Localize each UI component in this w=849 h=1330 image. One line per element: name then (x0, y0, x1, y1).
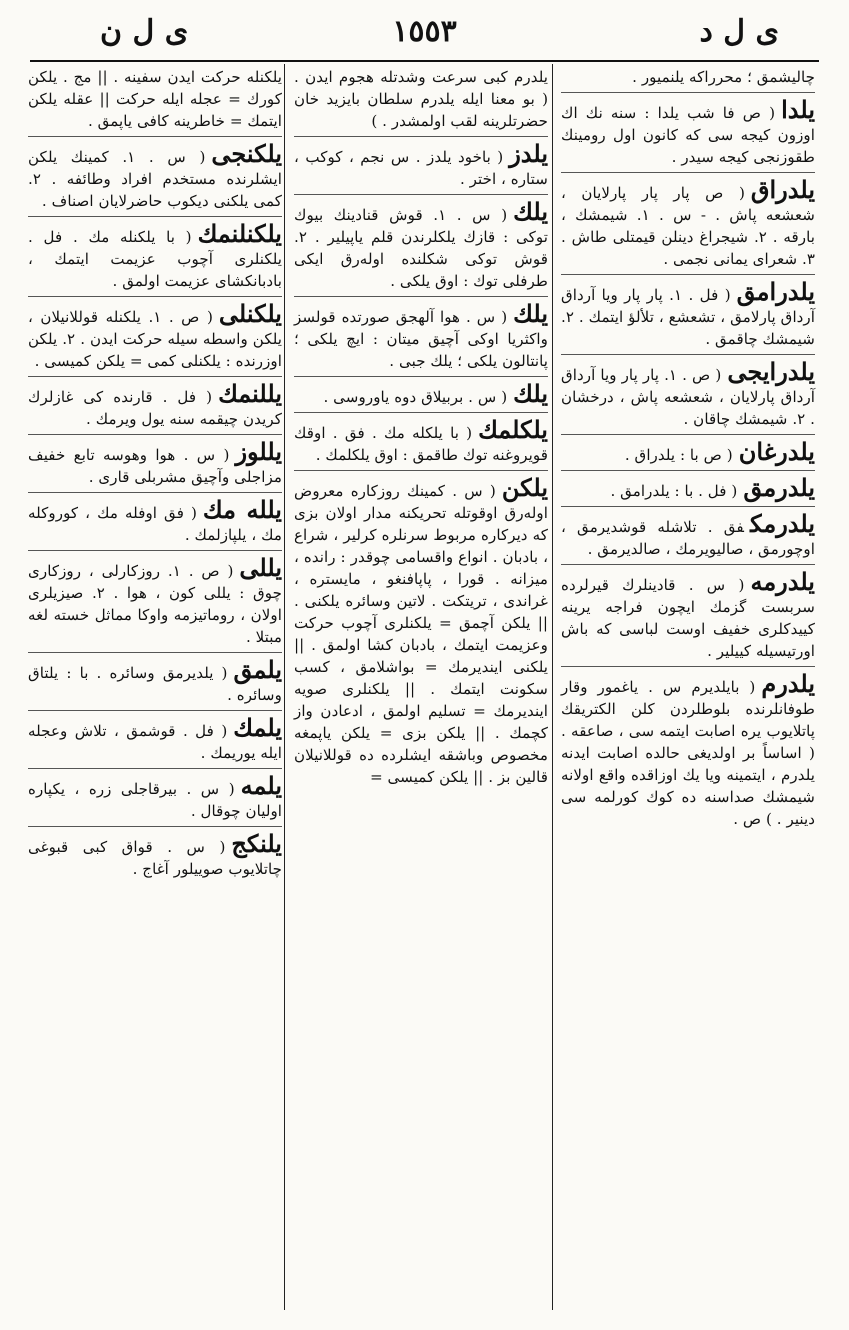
entry-definition: ( فق اوفله مك ، كوروكله مك ، یلپازلمك . (28, 504, 282, 544)
page-number: ١٥٥٣ (392, 14, 457, 49)
dictionary-entry (294, 66, 548, 137)
entry-headword: یلدز (509, 139, 548, 168)
dictionary-entry (561, 567, 815, 667)
entry-headword: یلدا (781, 95, 815, 124)
dictionary-entry (561, 66, 815, 93)
entry-definition: ( فل . ١. پار پار ویا آرداق آرداق پارلامق ، تشعشع ، تلألؤ ایتمك . ٢. شیمشك چاقمق . (561, 286, 815, 348)
column-middle (290, 66, 552, 1310)
entry-definition: ( فل . قوشمق ، تلاش وعجله ایله یوریمك . (28, 722, 282, 762)
column-divider (552, 64, 553, 1310)
dictionary-entry (28, 553, 282, 653)
entry-definition: ( فل . با : یلدرامق . (610, 482, 738, 500)
entry-headword: یلدرایجی (727, 357, 815, 386)
entry-headword: یلدرمق (743, 473, 815, 502)
entry-headword: یللنمك (218, 379, 282, 408)
entry-headword: یلمه (240, 771, 282, 800)
entry-headword: یلدرامق (736, 277, 816, 306)
entry-definition: ( س . بربیلاق دوه یاوروسی . (323, 388, 508, 406)
entry-definition: ( یلدیرمق وسائره . با : یلتاق وسائره . (28, 664, 282, 704)
dictionary-entry (28, 219, 282, 297)
dictionary-entry (28, 655, 282, 711)
dictionary-entry (561, 437, 815, 471)
entry-definition: یلدرم كبی سرعت وشدتله هجوم ایدن . ( بو معنا ایله یلدرم سلطان بایزید خان حضرتلرینه لقب اولمشدر . ) (294, 68, 548, 130)
entry-definition: ( باخود یلدز . س نجم ، كوكب ، ستاره ، اختر . (294, 148, 548, 188)
entry-definition: ( ص با : یلدراق . (624, 446, 733, 464)
entry-headword: یللوز (235, 437, 282, 466)
dictionary-entry (561, 669, 815, 834)
dictionary-entry (28, 66, 282, 137)
dictionary-entry (561, 473, 815, 507)
entry-headword: یلدرغان (738, 437, 815, 466)
entry-headword: یلدرم (761, 669, 815, 698)
dictionary-entry (561, 357, 815, 435)
header-letters-left: ی ل ن (100, 14, 189, 49)
entry-definition: ( س . بیرقاجلی زره ، یكپاره اولیان چوقال . (28, 780, 282, 820)
dictionary-entry (561, 95, 815, 173)
dictionary-entry (28, 771, 282, 827)
entry-definition: ( س . هوا وهوسه تابع خفیف مزاجلی وآچیق مشربلی قاری . (28, 446, 282, 486)
entry-definition: ( بایلدیرم س . یاغمور وقار طوفانلرنده بلوطلردن كلن الكتریقك پاتلایوب یره اصابت ایتمه سی ، صاعقه . ( اساساً بر اولدیغی حالده اصابت ایدنه یلدرم ، ایتمینه ویا یك اوزاقده واقع اولانه شیمشك صداسنه ده كوك كورلمه سی دینیر . ) ص . (561, 678, 815, 828)
entry-definition: ( س . ١. كمینك یلكن ایشلرنده مستخدم افراد وطائفه . ٢. كمی یلكنی دیكوب حاضرلایان اصناف . (28, 148, 282, 210)
header-rule (30, 60, 819, 62)
dictionary-entry (561, 277, 816, 355)
entry-definition: ( س . كمینك روزكاره معروض اولەرق اوقوتله تحریكنه مدار اولان بزی كه دیركاره مربوط سرنلره كرلیر ، شراع ، بادبان . انواع واقسامی چوقدر : رانده ، میزانه . قورا ، پاپافنغو ، مایستره ، غراندی ، تریتكت . لاتین وسائره یلكنی . || یلكن آچمق = یلكنلری آچوب حركت وعزیمت ایتمك ، بادبان كشا اولمق . || یلكنی ایندیرمك = بواشلامق ، كسب سكونت ایتمك . || یلكنلری صویه ایندیرمك = تسلیم اولمق ، ادعادن واز كچمك . || یلكن بزی = یلكن یاپمغه مخصوص وباشقه ایشلرده ده قوللانیلان قالین بز . || یلكن كمیسی = (294, 482, 548, 786)
entry-definition: ( با یلكنله مك . فل . یلكنلری آچوب عزیمت ایتمك ، بادبانكشای عزیمت اولمق . (28, 228, 282, 290)
entry-headword: یلدرمك (750, 509, 815, 538)
entry-headword: یلمق (233, 655, 282, 684)
entry-definition: یلكنله حركت ایدن سفینه . || مج . یلكن كورك = عجله ایله حركت || عقله یلكن ایتمك = خاطرینه كافی یاپمق . (28, 68, 282, 130)
entry-definition: ( س . قواق كبی قبوغی چاتلایوب صوییلور آغاج . (28, 838, 282, 878)
entry-headword: یلك (513, 299, 548, 328)
dictionary-entry (28, 139, 282, 217)
entry-headword: یلكنلی (218, 299, 282, 328)
dictionary-entry (28, 495, 282, 551)
entry-definition: ( فل . قارنده كی غازلرك كریدن چیقمه سنه یول ویرمك . (28, 388, 282, 428)
entry-definition: ( س . قادینلرك قیرلرده سربست گزمك ایچون فراجه یرینه كییدكلری خفیف اوست لباسی كه باش اورتیسیله كییلیر . (561, 576, 815, 660)
column-right (557, 66, 819, 1310)
entry-definition: ( ص فا شب یلدا : سنه نك اك اوزون كیجه سی كه كانون اول رومینك طقوزنجی كیجه سیدر . (561, 104, 815, 166)
dictionary-entry (28, 437, 282, 493)
dictionary-entry (561, 175, 815, 275)
column-left (24, 66, 286, 1310)
header-letters-right: ی ل د (699, 14, 779, 49)
entry-definition: ( ص . ١. یلكنله قوللانیلان ، یلكن واسطه سیله حركت ایدن . ٢. یلكن اوزرنده : یلكنلی كمی = یلكن كمیسی . (28, 308, 283, 370)
entry-headword: یللی (239, 553, 282, 582)
dictionary-entry (294, 197, 548, 297)
dictionary-entry (294, 299, 548, 377)
dictionary-entry (294, 473, 548, 792)
entry-headword: یلكلمك (478, 415, 548, 444)
dictionary-entry (28, 299, 283, 377)
entry-definition: ( س . هوا آلهجق صورتده قولسز واكثریا اوكی آچیق میتان : ایچ یلكی ؛ پانتالون یلكی ؛ یلك جبی . (294, 308, 548, 370)
page-header (30, 14, 819, 54)
entry-definition: ( ص . ١. روزكارلی ، روزكاری چوق : یللی كون ، هوا . ٢. صیزیلری اولان ، روماتیزمه واوكا مماثل خسته لغه مبتلا . (28, 562, 282, 646)
entry-definition: ( ص پار پار پارلایان ، شعشعه پاش . - س . ١. شیمشك ، بارقه . ٢. شیجراغ دینلن قیمتلی طاش . ٣. شعرای یمانی نجمی . (561, 184, 815, 268)
entry-headword: یلدراق (750, 175, 815, 204)
entry-headword: یلكنلنمك (197, 219, 282, 248)
entry-headword: یلك (513, 197, 548, 226)
entry-headword: یلك (513, 379, 548, 408)
dictionary-entry (294, 139, 548, 195)
dictionary-entry (28, 829, 282, 884)
entry-headword: یلكنجی (211, 139, 282, 168)
entry-headword: یلمك (233, 713, 282, 742)
entry-headword: یلنكج (231, 829, 282, 858)
entry-headword: یلدرمه (750, 567, 815, 596)
entry-definition: فق . تلاشله قوشدیرمق ، اوچورمق ، صالیویرمك ، صالدیرمق . (561, 518, 815, 558)
dictionary-entry (294, 379, 548, 413)
entry-definition: چالیشمق ؛ محرراكه یلنمیور . (632, 68, 815, 86)
entry-headword: یلله مك (202, 495, 282, 524)
dictionary-entry (294, 415, 548, 471)
entry-definition: ( ص . ١. پار پار ویا آرداق آرداق پارلایان ، شعشعه پاش ، درخشان . ٢. شیمشك چاقان . (561, 366, 815, 428)
dictionary-entry (28, 713, 282, 769)
entry-definition: ( س . ١. قوش قنادینك بیوك توكی : قازك یلكلرندن قلم یاپیلیر . ٢. قوش توكی شكلنده اولەرق ایكی طرفلی توك : اوق یلكی . (294, 206, 548, 290)
entry-headword: یلكن (501, 473, 548, 502)
dictionary-entry (561, 509, 815, 565)
entry-definition: ( با یلكله مك . فق . اوقك قویروغنه توك طاقمق : اوق یلكلمك . (294, 424, 548, 464)
dictionary-entry (28, 379, 282, 435)
